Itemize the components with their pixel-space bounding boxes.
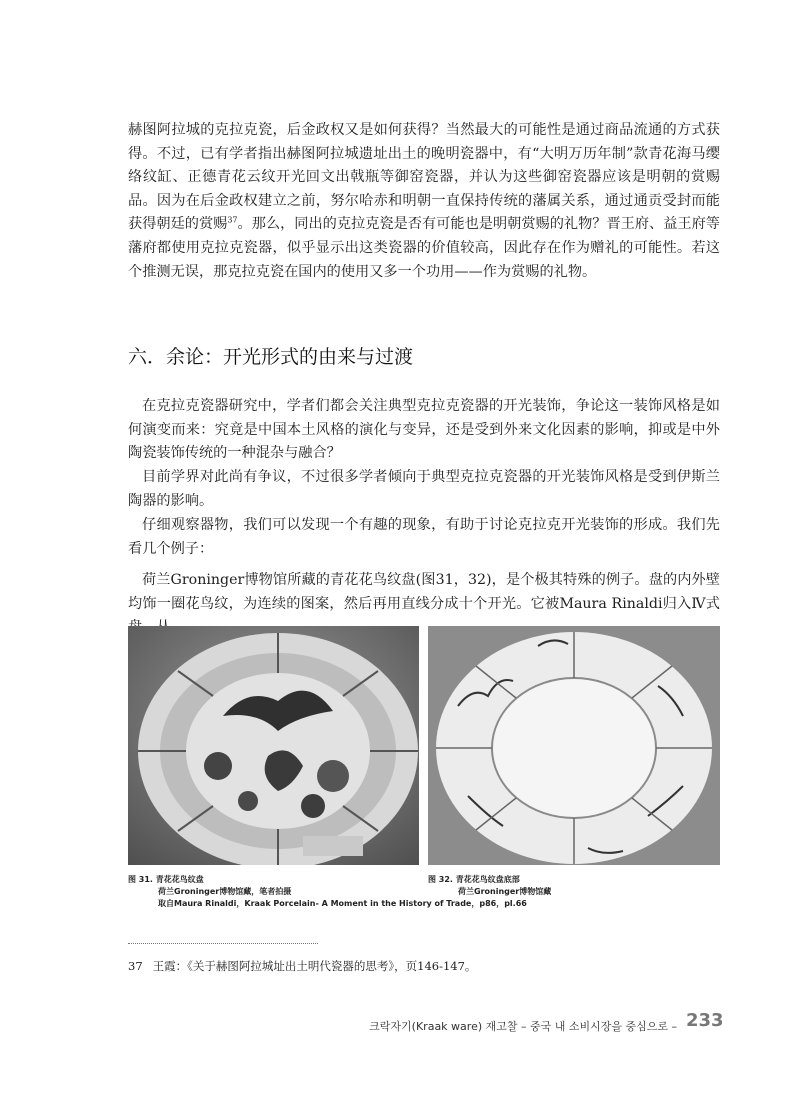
section-heading: 六．余论：开光形式的由来与过渡: [128, 346, 414, 368]
body-paragraph-3: 目前学界对此尚有争议，不过很多学者倾向于典型克拉克瓷器的开光装饰风格是受到伊斯兰陶器的影响。: [128, 469, 720, 509]
footnote-ref-37[interactable]: 37: [227, 215, 238, 225]
running-head: 크락자기(Kraak ware) 재고찰 – 중국 내 소비시장을 중심으로 –: [369, 1020, 677, 1033]
figure-32-caption: 图 32. 青花花鸟纹盘底部 荷兰Groninger博物馆藏: [428, 875, 552, 896]
body-paragraph-5: 荷兰Groninger博物馆所藏的青花花鸟纹盘(图31，32)，是个极其特殊的例子。盘的内外壁均饰一圈花鸟纹，为连续的图案，然后再用直线分成十个开光。它被Maura Rinaldi归入Ⅳ式: [128, 572, 720, 612]
body-paragraph-1: 赫图阿拉城的克拉克瓷，后金政权又是如何获得？当然最大的可能性是通过商品流通的方式获得。不过，已有学者指出赫图阿拉城遗址出土的晚明瓷器中，有“大明万历年制”款青花海马缨络纹缸、正德青花云纹开光回文出戟瓶等御窑瓷器，并认为这些御窑瓷器应该是明朝的赏赐品。因为在后金政权建立之前，努尔哈赤和明朝一直保持传统的藩属关系，通过通贡受封而能获得朝廷的赏赐$^{37}$。那么，同出的克拉克瓷是否有可能也是明朝赏赐的礼物？晋王府、益王府等藩府都使用克拉克瓷器，似乎显示出这类瓷器的价值较高，因此存在作为赠礼的可能性。若这个推测无误，那克拉克瓷在国内的使用又多一个功用——作为赏赐的礼物。: [128, 122, 720, 280]
footnote-37: 37 王霞：《关于赫图阿拉城址出土明代瓷器的思考》，页146-147。: [128, 959, 477, 973]
figure-31-caption: 图 31. 青花花鸟纹盘 荷兰Groninger博物馆藏，笔者拍摄 取自Maura Rinaldi，Kraak Porcelain- A Moment in the History of Trade，p86，pl.66: [128, 875, 527, 908]
body-paragraph-2: 在克拉克瓷器研究中，学者们都会关注典型克拉克瓷器的开光装饰，争论这一装饰风格是如何演变而来：究竟是中国本土风格的演化与变异，还是受到外来文化因素的影响，抑或是中外陶瓷装饰传统的一种混杂与融合？: [128, 398, 720, 462]
body-paragraph-4: 仔细观察器物，我们可以发现一个有趣的现象，有助于讨论克拉克开光装饰的形成。我们先看几个例子：: [128, 517, 720, 557]
figure-31-photo: [128, 626, 419, 865]
page-number: 233: [686, 1010, 724, 1031]
footnote-divider: [128, 943, 318, 944]
figure-32-photo: [428, 626, 720, 865]
